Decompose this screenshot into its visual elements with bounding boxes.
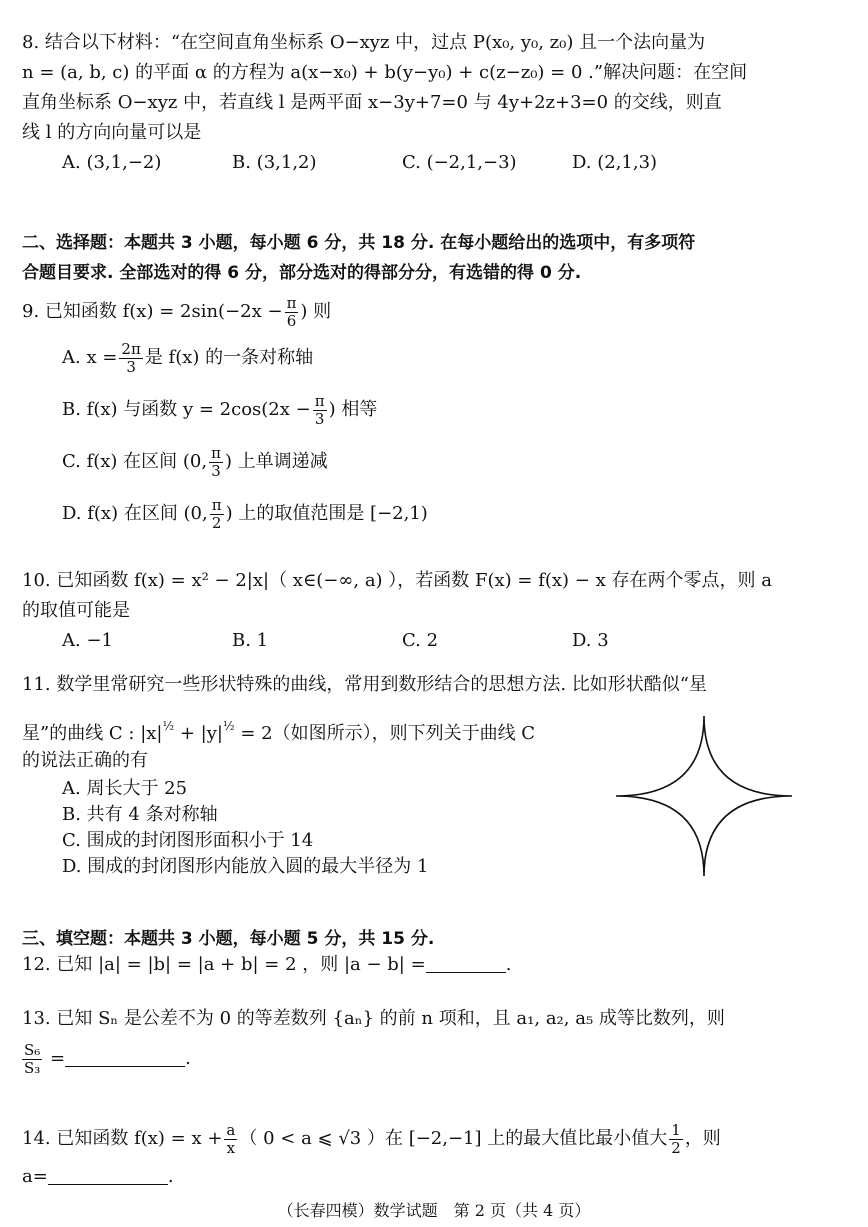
q9-optB-post: ) 相等	[328, 399, 378, 420]
q11-option-a: A. 周长大于 25	[62, 778, 188, 799]
q14-frac-1	[224, 1122, 237, 1157]
q8-option-c: C. (−2,1,−3)	[402, 152, 517, 173]
q13-frac	[22, 1042, 42, 1077]
q11-line2-post: = 2（如图所示），则下列关于曲线 C	[234, 723, 536, 744]
q9-optD-frac	[210, 497, 224, 532]
q13-eq: =	[44, 1048, 66, 1069]
q9-optC-den: 3	[211, 461, 221, 480]
sec3-title: 三、填空题：本题共 3 小题，每小题 5 分，共 15 分.	[22, 929, 435, 949]
q10-line-1: 10. 已知函数 f(x) = x² − 2|x|（ x∈(−∞, a) ），若函数 F(x) = f(x) − x 存在两个零点，则 a	[22, 570, 772, 591]
q10-option-c: C. 2	[402, 630, 439, 651]
q9-optA-pre: A. x =	[62, 347, 118, 368]
question-13	[22, 1004, 848, 1084]
q9-optA-den: 3	[126, 357, 136, 376]
star-curve-figure	[612, 712, 796, 880]
q8-line-2: n = (a, b, c) 的平面 α 的方程为 a(x−x₀) + b(y−y₀) + c(z−z₀) = 0 .”解决问题：在空间	[22, 62, 748, 83]
q8-line-1: 8. 结合以下材料：“在空间直角坐标系 O−xyz 中，过点 P(x₀, y₀, z₀) 且一个法向量为	[22, 32, 706, 53]
q14-answer-blank[interactable]	[48, 1166, 168, 1185]
q8-option-d: D. (2,1,3)	[572, 152, 658, 173]
q14-frac2-den: 2	[671, 1138, 681, 1157]
q9-optC-num: π	[211, 443, 221, 462]
q14-post: ，则	[684, 1128, 721, 1149]
section-2-header	[22, 228, 848, 288]
q9-optA-post: 是 f(x) 的一条对称轴	[144, 347, 314, 368]
q11-option-c: C. 围成的封闭图形面积小于 14	[62, 830, 314, 851]
q14-line2-post: .	[167, 1166, 174, 1187]
q12-line	[22, 950, 848, 980]
q9-optB-num: π	[314, 391, 325, 410]
q14-a-label: a=	[22, 1166, 48, 1187]
question-12	[22, 950, 848, 980]
q10-option-d: D. 3	[572, 630, 609, 651]
q14-pre: 14. 已知函数 f(x) = x +	[22, 1128, 223, 1149]
q9-optD-post: ) 上的取值范围是 [−2,1)	[225, 503, 428, 524]
q9-optB-pre: B. f(x) 与函数 y = 2cos(2x −	[62, 399, 311, 420]
q9-optD-num: π	[211, 495, 222, 514]
q9-optA-frac	[119, 341, 142, 376]
q9-stem	[22, 292, 848, 332]
q9-option-b	[22, 384, 848, 436]
q8-line-3: 直角坐标系 O−xyz 中，若直线 l 是两平面 x−3y+7=0 与 4y+2z+3=0 的交线，则直	[22, 92, 722, 113]
q14-line-2	[22, 1162, 848, 1192]
q13-frac-den: S₃	[24, 1058, 41, 1077]
question-8	[22, 28, 848, 178]
page-footer: （长春四模）数学试题 第 2 页（共 4 页）	[277, 1201, 591, 1220]
q13-answer-blank[interactable]	[65, 1048, 185, 1067]
q11-line2-pre: 星”的曲线 C : |x|	[22, 723, 163, 744]
q9-stem-frac-den: 6	[286, 311, 297, 330]
q13-line-1: 13. 已知 Sₙ 是公差不为 0 的等差数列 {aₙ} 的前 n 项和，且 a₁, a₂, a₅ 成等比数列，则	[22, 1008, 725, 1029]
q9-optD-pre: D. f(x) 在区间 (0,	[62, 503, 208, 524]
q11-line-3: 的说法正确的有	[22, 750, 148, 771]
q14-frac1-num: a	[226, 1120, 236, 1139]
q8-option-b: B. (3,1,2)	[232, 152, 317, 173]
q14-frac-2	[669, 1122, 683, 1157]
question-14	[22, 1116, 848, 1192]
q11-line2-mid: + |y|	[174, 723, 223, 744]
q12-answer-blank[interactable]	[426, 954, 506, 973]
q10-option-b: B. 1	[232, 630, 269, 651]
q11-option-d: D. 围成的封闭图形内能放入圆的最大半径为 1	[62, 856, 429, 877]
q8-options	[22, 148, 848, 178]
q14-frac2-num: 1	[671, 1120, 681, 1139]
q10-options	[22, 626, 848, 656]
q9-optC-pre: C. f(x) 在区间 (0,	[62, 451, 208, 472]
q10-line-2: 的取值可能是	[22, 600, 130, 621]
q13-frac-num: S₆	[24, 1040, 41, 1059]
q9-stem-pre: 9. 已知函数 f(x) = 2sin(−2x −	[22, 301, 283, 322]
q9-optA-num: 2π	[121, 339, 141, 358]
q11-line-1: 11. 数学里常研究一些形状特殊的曲线，常用到数形结合的思想方法. 比如形状酷似“星	[22, 674, 707, 695]
star-curve-path	[616, 716, 792, 876]
q11-exponent-2: ½	[222, 719, 235, 733]
q9-optB-frac	[313, 393, 327, 428]
q9-optC-frac	[209, 445, 223, 480]
q11-option-b: B. 共有 4 条对称轴	[62, 804, 218, 825]
q9-optC-post: ) 上单调递减	[224, 451, 328, 472]
q9-stem-post: ) 则	[300, 301, 332, 322]
q13-line-2	[22, 1034, 848, 1084]
q12-stem: 12. 已知 |a| = |b| = |a + b| = 2 ，则 |a − b| =	[22, 954, 426, 975]
q8-option-a: A. (3,1,−2)	[62, 152, 162, 173]
q11-exponent-1: ½	[162, 719, 175, 733]
q9-optD-den: 2	[211, 513, 222, 532]
q9-optB-den: 3	[314, 409, 325, 428]
q9-option-d	[22, 488, 848, 540]
sec2-line-2: 合题目要求. 全部选对的得 6 分，部分选对的得部分分，有选错的得 0 分.	[22, 263, 582, 283]
q8-line-4: 线 l 的方向向量可以是	[22, 122, 202, 143]
q14-mid: （ 0 < a ⩽ √3 ）在 [−2,−1] 上的最大值比最小值大	[239, 1128, 668, 1149]
q14-line-1	[22, 1116, 848, 1162]
q9-stem-frac-num: π	[286, 293, 297, 312]
q10-option-a: A. −1	[62, 630, 113, 651]
q9-stem-frac	[285, 295, 299, 330]
question-9	[22, 292, 848, 540]
q14-frac1-den: x	[226, 1138, 236, 1157]
sec2-line-1: 二、选择题：本题共 3 小题，每小题 6 分，共 18 分. 在每小题给出的选项中，有多项符	[22, 233, 696, 253]
q12-post: .	[505, 954, 512, 975]
question-10	[22, 566, 848, 656]
q13-post: .	[185, 1048, 191, 1069]
q9-option-c	[22, 436, 848, 488]
q9-option-a	[22, 332, 848, 384]
